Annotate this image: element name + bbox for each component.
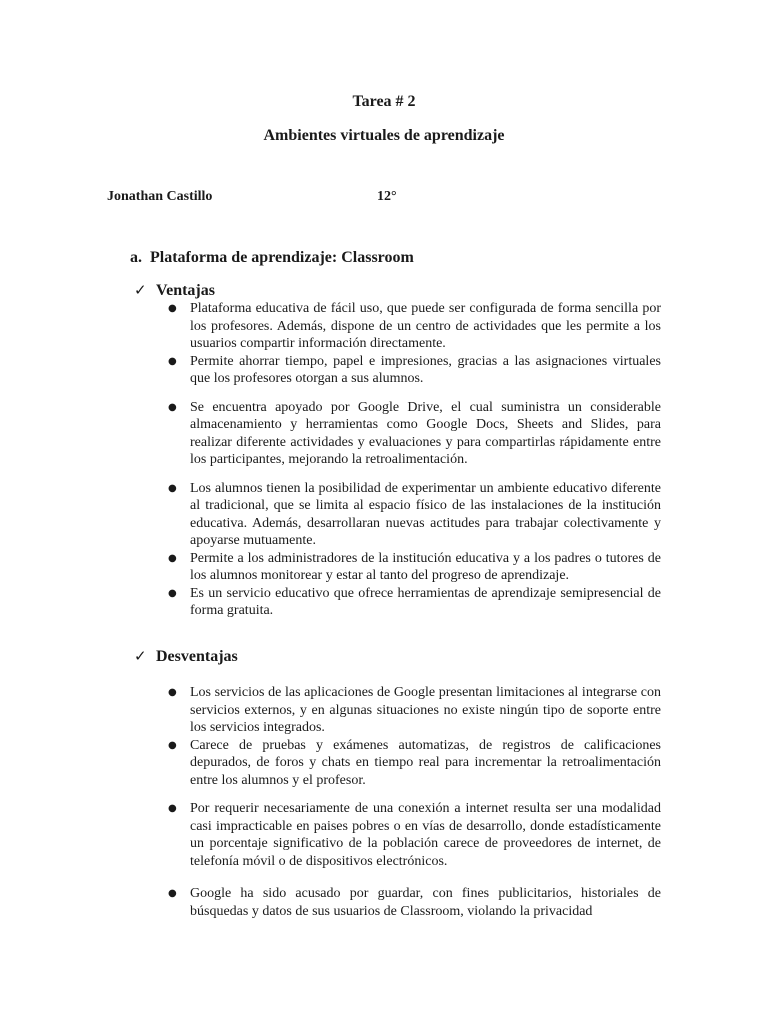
ventajas-list (168, 300, 661, 620)
list-item: ● Plataforma educativa de fácil uso, que puede ser configurada de forma sencilla por los profesores. Además, dispone de un centro de actividades que les permite a los usuarios compartir información directamente. (168, 301, 661, 351)
section-heading (130, 249, 414, 267)
author-line (107, 189, 507, 205)
section-letter: a. (130, 249, 142, 266)
list-item: ● Se encuentra apoyado por Google Drive, el cual suministra un considerable almacenamiento y herramientas como Google Docs, Sheets and Slides, para realizar diferente actividades y evaluaciones y para compartirlas rápidamente entre los participantes, mejorando la retroalimentación. (168, 399, 661, 467)
bullet-icon: ● (168, 888, 177, 899)
bullet-icon: ● (168, 687, 177, 698)
desventajas-list (168, 684, 661, 920)
document-title: Tarea # 2 (352, 93, 416, 110)
list-item: ● Los servicios de las aplicaciones de Google presentan limitaciones al integrarse con servicios externos, y en algunas situaciones no existe ningún tipo de soporte entre los servicios integrados. (168, 685, 661, 735)
bullet-icon: ● (168, 587, 177, 599)
list-item: ● Los alumnos tienen la posibilidad de experimentar un ambiente educativo diferente al tradicional, que se limita al espacio físico de las instalaciones de la institución educativa. Además, desarrollaran nuevas actitudes para trabajar colectivamente y apoyarse mutuamente. (168, 480, 661, 548)
checkmark-icon: ✓ (134, 281, 147, 299)
list-item: ● Carece de pruebas y exámenes automatizas, de registros de calificaciones depurados, de foros y chats en tiempo real para incrementar la retroalimentación entre los alumnos y el profesor. (168, 737, 661, 788)
bullet-icon: ● (168, 355, 177, 367)
bullet-icon: ● (168, 552, 177, 564)
bullet-icon: ● (168, 739, 177, 751)
bullet-icon: ● (168, 482, 177, 494)
bullet-icon: ● (168, 803, 177, 814)
checkmark-icon: ✓ (134, 647, 147, 665)
list-item: ● Google ha sido acusado por guardar, con fines publicitarios, historiales de búsquedas y datos de sus usuarios de Classroom, violando la privacidad (168, 886, 661, 919)
list-item: ● Es un servicio educativo que ofrece herramientas de aprendizaje semipresencial de forma gratuita. (168, 585, 661, 618)
desventajas-heading (134, 647, 238, 666)
list-item: ● Permite a los administradores de la institución educativa y a los padres o tutores de los alumnos monitorear y estar al tanto del progreso de aprendizaje. (168, 550, 661, 583)
desventajas-label: Desventajas (156, 648, 238, 665)
author-name: Jonathan Castillo (107, 189, 213, 204)
author-grade: 12° (377, 189, 397, 204)
ventajas-label: Ventajas (156, 282, 215, 299)
bullet-icon: ● (168, 401, 177, 413)
list-item: ● Por requerir necesariamente de una conexión a internet resulta ser una modalidad casi impracticable en paises pobres o en vías de desarrollo, donde estadísticamente un porcentaje significativo de la población carece de proveedores de internet, de telefonía móvil o de dispositivos electrónicos. (168, 801, 661, 869)
ventajas-heading (134, 281, 215, 300)
document-subtitle: Ambientes virtuales de aprendizaje (263, 127, 505, 144)
bullet-icon: ● (168, 303, 177, 314)
list-item: ● Permite ahorrar tiempo, papel e impresiones, gracias a las asignaciones virtuales que los profesores otorgan a sus alumnos. (168, 353, 661, 386)
section-title: Plataforma de aprendizaje: Classroom (150, 249, 414, 266)
